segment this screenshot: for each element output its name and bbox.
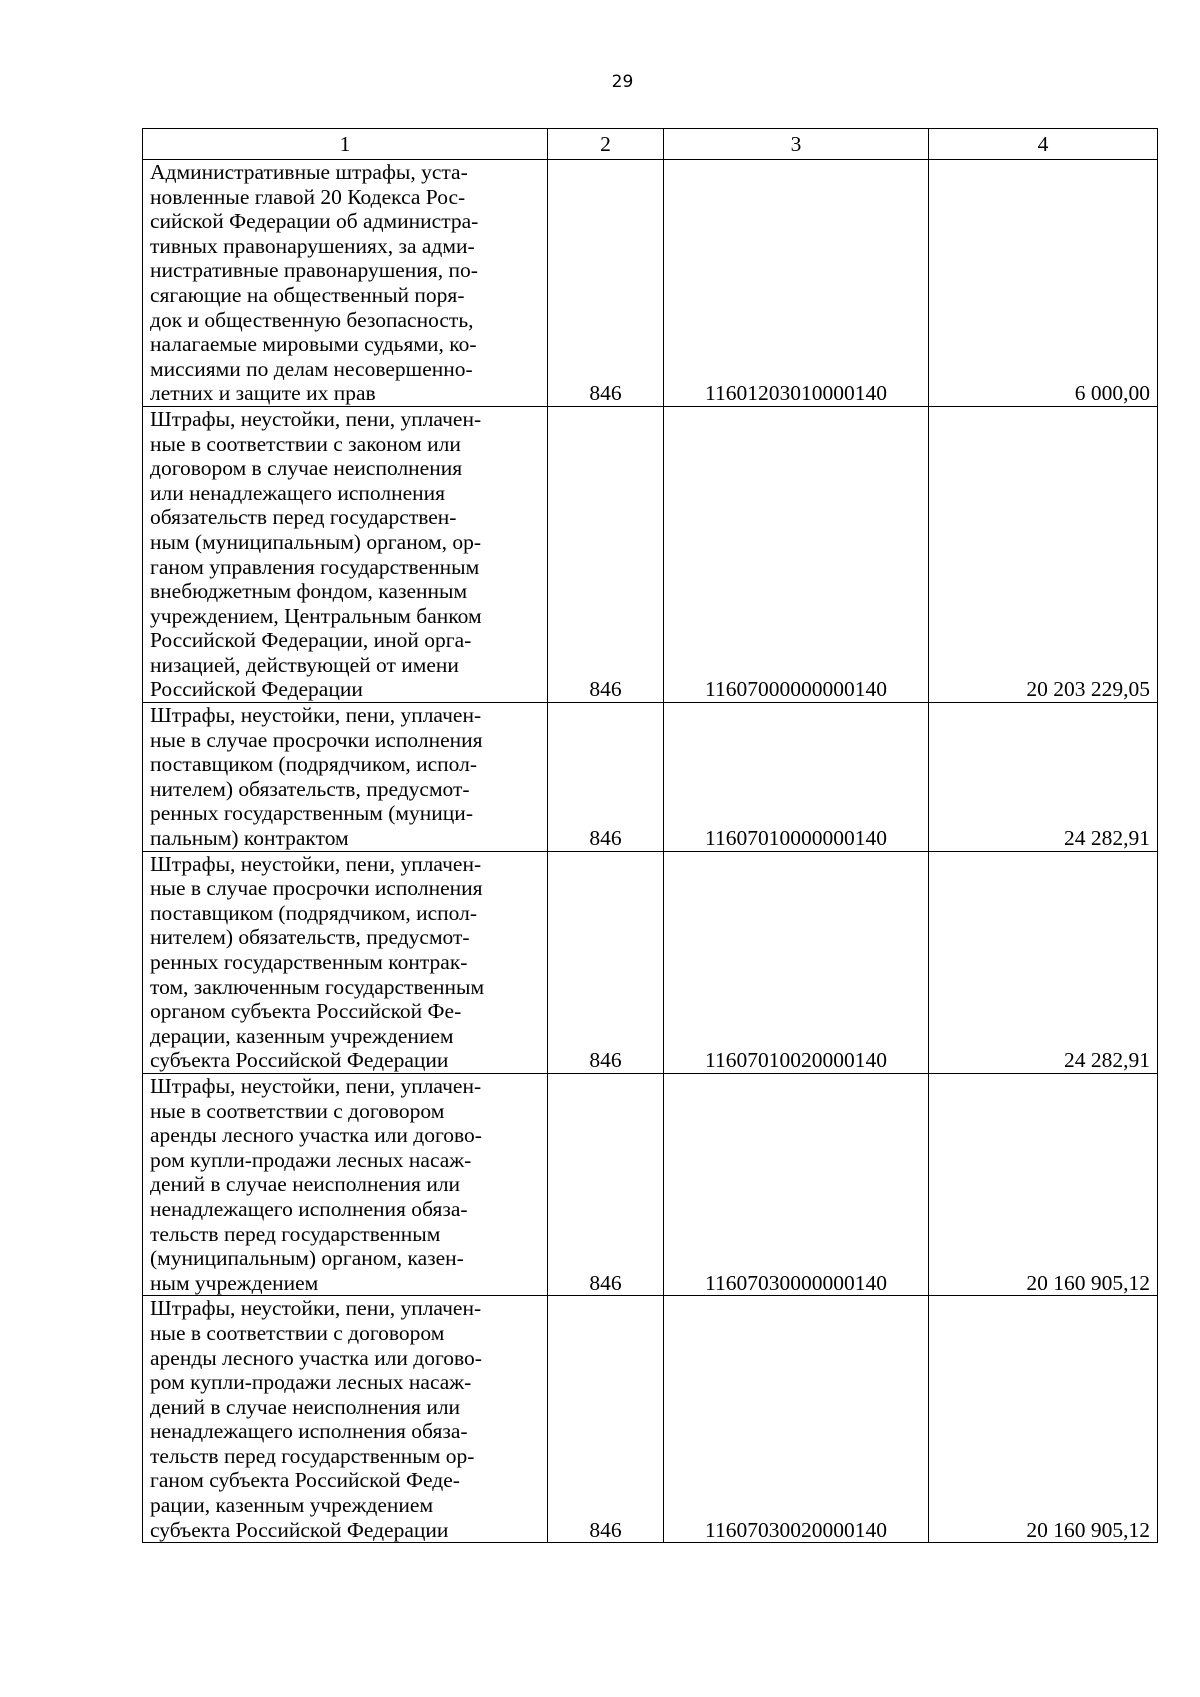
description-line: договором в случае неисполнения (150, 456, 463, 481)
budget-classification-code-cell: 11601203010000140 (664, 160, 929, 407)
column-header-4: 4 (929, 129, 1158, 160)
budget-classification-code-cell: 11607030000000140 (664, 1073, 929, 1295)
description-line: нителем) обязательств, предусмот- (150, 925, 470, 950)
revenue-description-cell (143, 1296, 548, 1543)
description-line: ганом субъекта Российской Феде- (150, 1468, 460, 1493)
description-line: ным (муниципальным) органом, ор- (150, 529, 482, 554)
description-line: ренных государственным (муници- (150, 801, 473, 826)
amount-cell: 20 160 905,12 (929, 1073, 1158, 1295)
table-row (143, 160, 1158, 407)
revenue-description-cell (143, 703, 548, 852)
revenue-description-cell (143, 1073, 548, 1295)
revenue-description-cell (143, 851, 548, 1073)
table-row (143, 703, 1158, 852)
description-line: Штрафы, неустойки, пени, уплачен- (150, 851, 482, 876)
budget-revenue-table (142, 128, 1158, 1543)
revenue-description-cell (143, 160, 548, 407)
description-line: ром купли-продажи лесных насаж- (150, 1370, 472, 1395)
description-line: Российской Федерации (150, 677, 363, 702)
description-line: Штрафы, неустойки, пени, уплачен- (150, 1073, 482, 1098)
administrator-code-cell: 846 (548, 160, 664, 407)
description-line: органом субъекта Российской Фе- (150, 999, 462, 1024)
administrator-code-cell: 846 (548, 851, 664, 1073)
description-line: поставщиком (подрядчиком, испол- (150, 900, 478, 925)
description-line: ным учреждением (150, 1270, 319, 1295)
page-number: 29 (611, 72, 634, 92)
description-line: тельств перед государственным ор- (150, 1443, 475, 1468)
table-row (143, 406, 1158, 702)
description-line: дений в случае неисполнения или (150, 1172, 461, 1197)
description-line: Административные штрафы, уста- (150, 160, 468, 184)
amount-cell: 24 282,91 (929, 703, 1158, 852)
table-row (143, 851, 1158, 1073)
description-line: миссиями по делам несовершенно- (150, 356, 473, 381)
administrator-code-cell: 846 (548, 1296, 664, 1543)
budget-classification-code-cell: 11607010020000140 (664, 851, 929, 1073)
revenue-description-cell (143, 406, 548, 702)
description-line: ные в соответствии с договором (150, 1098, 445, 1123)
table-header-row (143, 129, 1158, 160)
budget-classification-code-cell: 11607030020000140 (664, 1296, 929, 1543)
description-line: обязательств перед государствен- (150, 505, 457, 530)
description-line: нистративные правонарушения, по- (150, 258, 478, 283)
description-line: субъекта Российской Федерации (150, 1517, 449, 1542)
administrator-code-cell: 846 (548, 1073, 664, 1295)
description-line: дений в случае неисполнения или (150, 1394, 461, 1419)
description-line: ные в случае просрочки исполнения (150, 727, 483, 752)
description-line: Штрафы, неустойки, пени, уплачен- (150, 703, 482, 728)
column-header-2: 2 (548, 129, 664, 160)
column-header-1: 1 (143, 129, 548, 160)
amount-cell: 6 000,00 (929, 160, 1158, 407)
description-line: (муниципальным) органом, казен- (150, 1246, 464, 1271)
description-line: поставщиком (подрядчиком, испол- (150, 752, 478, 777)
description-line: дерации, казенным учреждением (150, 1023, 454, 1048)
description-line: ненадлежащего исполнения обяза- (150, 1196, 468, 1221)
description-line: ные в соответствии с договором (150, 1320, 445, 1345)
table-body (143, 160, 1158, 1543)
description-line: том, заключенным государственным (150, 974, 485, 999)
description-line: Российской Федерации, иной орга- (150, 628, 472, 653)
description-line: или ненадлежащего исполнения (150, 480, 446, 505)
column-header-3: 3 (664, 129, 929, 160)
description-line: док и общественную безопасность, (150, 307, 474, 332)
description-line: аренды лесного участка или догово- (150, 1345, 482, 1370)
administrator-code-cell: 846 (548, 703, 664, 852)
description-line: Штрафы, неустойки, пени, уплачен- (150, 406, 482, 431)
description-line: ганом управления государственным (150, 554, 480, 579)
table-row (143, 1296, 1158, 1543)
description-line: сийской Федерации об администра- (150, 209, 479, 234)
description-line: тивных правонарушениях, за адми- (150, 233, 475, 258)
description-line: аренды лесного участка или догово- (150, 1123, 482, 1148)
description-line: субъекта Российской Федерации (150, 1048, 449, 1073)
description-line: летних и защите их прав (150, 381, 376, 406)
administrator-code-cell: 846 (548, 406, 664, 702)
amount-cell: 20 160 905,12 (929, 1296, 1158, 1543)
description-line: налагаемые мировыми судьями, ко- (150, 332, 477, 357)
description-line: учреждением, Центральным банком (150, 603, 482, 628)
description-line: ненадлежащего исполнения обяза- (150, 1419, 468, 1444)
description-line: ные в соответствии с законом или (150, 431, 461, 456)
budget-classification-code-cell: 11607010000000140 (664, 703, 929, 852)
description-line: сягающие на общественный поря- (150, 282, 465, 307)
description-line: нителем) обязательств, предусмот- (150, 776, 470, 801)
description-line: низацией, действующей от имени (150, 652, 459, 677)
description-line: ные в случае просрочки исполнения (150, 876, 483, 901)
description-line: рации, казенным учреждением (150, 1493, 434, 1518)
table-row (143, 1073, 1158, 1295)
description-line: тельств перед государственным (150, 1221, 441, 1246)
amount-cell: 24 282,91 (929, 851, 1158, 1073)
description-line: Штрафы, неустойки, пени, уплачен- (150, 1296, 482, 1321)
amount-cell: 20 203 229,05 (929, 406, 1158, 702)
description-line: пальным) контрактом (150, 826, 349, 851)
budget-classification-code-cell: 11607000000000140 (664, 406, 929, 702)
description-line: ром купли-продажи лесных насаж- (150, 1147, 472, 1172)
description-line: новленные главой 20 Кодекса Рос- (150, 184, 466, 209)
description-line: внебюджетным фондом, казенным (150, 579, 468, 604)
description-line: ренных государственным контрак- (150, 950, 468, 974)
